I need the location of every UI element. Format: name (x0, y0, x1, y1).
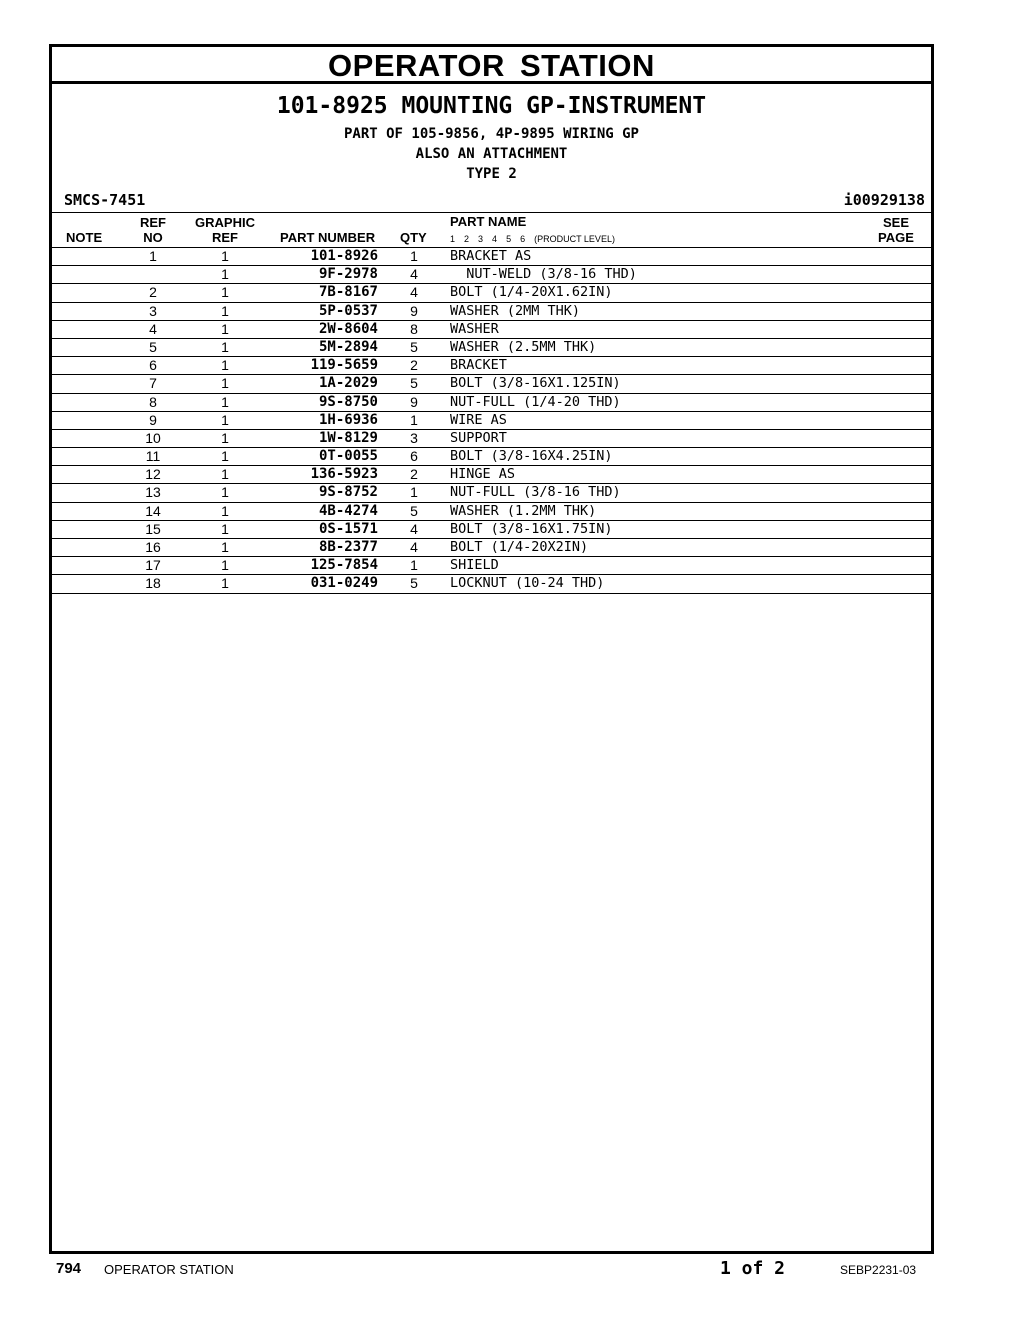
level-5: 5 (506, 234, 512, 244)
table-row (52, 357, 931, 375)
part-name-cell: WASHER (450, 320, 499, 337)
graphic-ref-cell: 1 (221, 502, 229, 519)
part-number-cell: 8B-2377 (318, 539, 378, 555)
ref-no-cell: 2 (149, 284, 157, 301)
type-line: TYPE 2 (466, 166, 517, 182)
table-row (52, 321, 931, 339)
part-name-cell: WIRE AS (450, 411, 507, 428)
table-row (52, 266, 931, 284)
table-row (52, 503, 931, 521)
ref-no-cell: 11 (145, 448, 161, 465)
level-3: 3 (478, 234, 484, 244)
col-note: NOTE (66, 230, 103, 245)
part-number-cell: 1A-2029 (318, 375, 378, 392)
footer-doc-id: SEBP2231-03 (840, 1263, 917, 1277)
part-name-cell: NUT-WELD (3/8-16 THD) (450, 266, 637, 283)
table-row (52, 394, 931, 412)
table-row (52, 412, 931, 430)
graphic-ref-cell: 1 (221, 429, 229, 446)
col-qty: QTY (400, 230, 427, 245)
part-number-cell: 9F-2978 (318, 266, 378, 283)
part-name-cell: WASHER (2MM THK) (450, 302, 581, 319)
ref-no-cell: 16 (145, 539, 161, 555)
table-row (52, 521, 931, 539)
part-number-cell: 125-7854 (310, 557, 378, 574)
parts-page-frame (49, 44, 934, 1254)
ref-no-cell: 3 (149, 302, 157, 319)
col-graphic-line1: GRAPHIC (195, 215, 255, 230)
part-name-cell: WASHER (1.2MM THK) (450, 502, 597, 519)
graphic-ref-cell: 1 (221, 248, 229, 264)
level-6: 6 (520, 234, 526, 244)
graphic-ref-cell: 1 (221, 266, 229, 283)
part-name-cell: BRACKET (450, 357, 507, 374)
part-name-cell: NUT-FULL (3/8-16 THD) (450, 484, 621, 501)
col-ref-line2: NO (143, 230, 163, 245)
part-number-cell: 2W-8604 (318, 320, 378, 337)
group-title: 101-8925 MOUNTING GP-INSTRUMENT (276, 93, 707, 119)
graphic-ref-cell: 1 (221, 393, 229, 410)
col-part-name: PART NAME (450, 214, 527, 229)
product-level-label: (PRODUCT LEVEL) (534, 234, 615, 244)
table-row (52, 339, 931, 357)
qty-cell: 5 (410, 338, 418, 355)
level-1: 1 (450, 234, 456, 244)
graphic-ref-cell: 1 (221, 520, 229, 537)
level-2: 2 (464, 234, 470, 244)
ref-no-cell: 7 (149, 375, 157, 392)
ref-no-cell: 14 (145, 502, 161, 519)
table-row (52, 466, 931, 484)
table-row (52, 284, 931, 302)
qty-cell: 4 (410, 539, 418, 555)
part-number-cell: 4B-4274 (318, 502, 378, 519)
part-number-cell: 9S-8752 (318, 484, 378, 501)
qty-cell: 3 (410, 429, 418, 446)
part-name-cell: SHIELD (450, 557, 499, 574)
footer-page-number: 794 (56, 1260, 82, 1277)
part-number-cell: 1H-6936 (318, 411, 378, 428)
column-headers (52, 213, 931, 248)
part-name-cell: NUT-FULL (1/4-20 THD) (450, 393, 621, 410)
attachment-line: ALSO AN ATTACHMENT (415, 146, 568, 162)
qty-cell: 6 (410, 448, 418, 465)
part-name-cell: BOLT (3/8-16X1.75IN) (450, 520, 613, 537)
col-graphic-line2: REF (212, 230, 238, 245)
qty-cell: 5 (410, 575, 418, 592)
qty-cell: 1 (410, 248, 418, 264)
graphic-ref-cell: 1 (221, 302, 229, 319)
qty-cell: 5 (410, 375, 418, 392)
qty-cell: 8 (410, 320, 418, 337)
part-name-cell: HINGE AS (450, 466, 516, 483)
table-row (52, 575, 931, 593)
part-name-cell: BRACKET AS (450, 248, 532, 264)
table-row (52, 539, 931, 557)
qty-cell: 9 (410, 302, 418, 319)
graphic-ref-cell: 1 (221, 448, 229, 465)
col-see-line2: PAGE (878, 230, 914, 245)
col-part-number: PART NUMBER (280, 230, 376, 245)
graphic-ref-cell: 1 (221, 375, 229, 392)
graphic-ref-cell: 1 (221, 484, 229, 501)
graphic-ref-cell: 1 (221, 466, 229, 483)
table-row (52, 484, 931, 502)
part-name-cell: BOLT (1/4-20X2IN) (450, 539, 589, 555)
footer-page-of: 1 of 2 (720, 1258, 786, 1279)
graphic-ref-cell: 1 (221, 575, 229, 592)
ref-no-cell: 15 (145, 520, 161, 537)
table-row (52, 430, 931, 448)
level-4: 4 (492, 234, 498, 244)
section-title: OPERATOR STATION (52, 47, 931, 84)
ref-no-cell: 1 (149, 248, 157, 264)
qty-cell: 5 (410, 502, 418, 519)
col-see-line1: SEE (882, 215, 909, 230)
part-number-cell: 136-5923 (310, 466, 378, 483)
graphic-ref-cell: 1 (221, 411, 229, 428)
qty-cell: 4 (410, 520, 418, 537)
qty-cell: 9 (410, 393, 418, 410)
part-name-cell: WASHER (2.5MM THK) (450, 338, 597, 355)
graphic-ref-cell: 1 (221, 338, 229, 355)
part-name-cell: LOCKNUT (10-24 THD) (450, 575, 605, 592)
qty-cell: 1 (410, 411, 418, 428)
part-number-cell: 5M-2894 (318, 338, 378, 355)
ref-no-cell: 9 (149, 411, 157, 428)
ref-no-cell: 10 (145, 429, 161, 446)
ref-no-cell: 18 (145, 575, 161, 592)
table-row (52, 557, 931, 575)
graphic-ref-cell: 1 (221, 539, 229, 555)
qty-cell: 1 (410, 484, 418, 501)
ref-no-cell: 17 (145, 557, 161, 574)
part-number-cell: 5P-0537 (318, 302, 378, 319)
ref-no-cell: 8 (149, 393, 157, 410)
part-of-line: PART OF 105-9856, 4P-9895 WIRING GP (343, 126, 639, 142)
qty-cell: 1 (410, 557, 418, 574)
illustration-id: i00929138 (843, 191, 925, 209)
ref-no-cell: 12 (145, 466, 161, 483)
part-number-cell: 0T-0055 (318, 448, 378, 465)
part-number-cell: 119-5659 (310, 357, 378, 374)
graphic-ref-cell: 1 (221, 357, 229, 374)
product-levels (450, 233, 624, 245)
col-ref-line1: REF (140, 215, 166, 230)
parts-table-body (52, 248, 931, 594)
part-name-cell: BOLT (3/8-16X4.25IN) (450, 448, 613, 465)
part-number-cell: 031-0249 (310, 575, 378, 592)
part-name-cell: BOLT (3/8-16X1.125IN) (450, 375, 621, 392)
qty-cell: 4 (410, 266, 418, 283)
qty-cell: 4 (410, 284, 418, 301)
part-name-cell: BOLT (1/4-20X1.62IN) (450, 284, 613, 301)
part-number-cell: 0S-1571 (318, 520, 378, 537)
smcs-code: SMCS-7451 (64, 191, 146, 209)
graphic-ref-cell: 1 (221, 557, 229, 574)
page-footer (0, 1258, 1020, 1282)
table-row (52, 448, 931, 466)
footer-section: OPERATOR STATION (104, 1262, 234, 1277)
table-row (52, 375, 931, 393)
part-name-cell: SUPPORT (450, 429, 507, 446)
part-number-cell: 9S-8750 (318, 393, 378, 410)
ref-no-cell: 4 (149, 320, 157, 337)
graphic-ref-cell: 1 (221, 284, 229, 301)
qty-cell: 2 (410, 357, 418, 374)
qty-cell: 2 (410, 466, 418, 483)
ref-no-cell: 6 (149, 357, 157, 374)
graphic-ref-cell: 1 (221, 320, 229, 337)
part-number-cell: 101-8926 (310, 248, 378, 264)
ref-no-cell: 13 (145, 484, 161, 501)
part-number-cell: 1W-8129 (318, 429, 378, 446)
group-header (52, 84, 931, 213)
table-row (52, 248, 931, 266)
ref-no-cell: 5 (149, 338, 157, 355)
table-row (52, 303, 931, 321)
part-number-cell: 7B-8167 (318, 284, 378, 301)
